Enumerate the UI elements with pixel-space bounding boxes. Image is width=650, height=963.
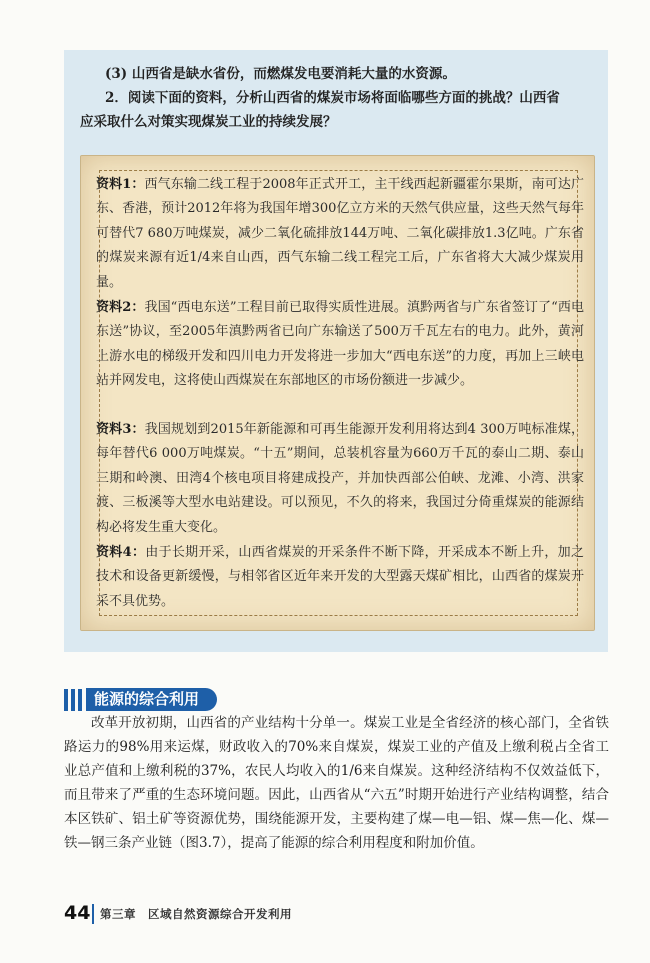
material-2-label: 资料2： (96, 300, 145, 315)
material-4-label: 资料4： (96, 545, 146, 560)
section-header (64, 688, 217, 711)
question-item-3: (3) 山西省是缺水省份，而燃煤发电要消耗大量的水资源。 (105, 66, 456, 82)
section-body: 改革开放初期，山西省的产业结构十分单一。煤炭工业是全省经济的核心部门，全省铁路运力的98%用来运煤，财政收入的70%来自煤炭，煤炭工业的产值及上缴利税占全省工业总产值和上缴利税的37%，农民人均收入的1/6来自煤炭。这种经济结构不仅效益低下，而且带来了严重的生态环境问题。因此，山西省从“六五”时期开始进行产业结构调整，结合本区铁矿、铝土矿等资源优势，围绕能源开发，主要构建了煤—电—铝、煤—焦—化、煤—铁—钢三条产业链（图3.7），提高了能源的综合利用程度和附加价值。 (64, 715, 609, 851)
section-marker-icon (64, 689, 82, 711)
footer-divider (92, 904, 94, 924)
material-4 (96, 541, 584, 614)
material-3-label: 资料3： (96, 422, 145, 437)
material-2-text: 我国“西电东送”工程目前已取得实质性进展。滇黔两省与广东省签订了“西电东送”协议，至2005年滇黔两省已向广东输送了500万千瓦左右的电力。此外，黄河上游水电的梯级开发和四川电力开发将进一步加大“西电东送”的力度，再加上三峡电站并网发电，这将使山西煤炭在东部地区的市场份额进一步减少。 (96, 300, 584, 389)
page-number: 44 (64, 902, 91, 924)
material-4-text: 由于长期开采，山西省煤炭的开采条件不断下降，开采成本不断上升，加之技术和设备更新缓慢，与相邻省区近年来开发的大型露天煤矿相比，山西省的煤炭开采不具优势。 (96, 545, 584, 609)
chapter-title: 第三章 区域自然资源综合开发利用 (100, 907, 292, 921)
question-2-line-2: 应采取什么对策实现煤炭工业的持续发展？ (80, 114, 337, 130)
material-3-text: 我国规划到2015年新能源和可再生能源开发利用将达到4 300万吨标准煤，每年替代6 000万吨煤炭。“十五”期间，总装机容量为660万千瓦的泰山二期、泰山三期和岭澳、田湾4个核电项目将建成投产，并加快西部公伯峡、龙滩、小湾、洪家渡、三板溪等大型水电站建设。可以预见，不久的将来，我国过分倚重煤炭的能源结构必将发生重大变化。 (96, 422, 584, 535)
question-2-line-1: 2．阅读下面的资料，分析山西省的煤炭市场将面临哪些方面的挑战？山西省 (105, 90, 560, 106)
material-1-label: 资料1： (96, 177, 145, 192)
material-3 (96, 418, 584, 540)
material-2 (96, 296, 584, 394)
section-title: 能源的综合利用 (86, 688, 217, 711)
material-1 (96, 173, 584, 295)
material-1-text: 西气东输二线工程于2008年正式开工，主干线西起新疆霍尔果斯，南可达广东、香港，预计2012年将为我国年增300亿立方米的天然气供应量，这些天然气每年可替代7 680万吨煤炭，减少二氧化硫排放144万吨、二氧化碳排放1.3亿吨。广东省的煤炭来源有近1/4来自山西，西气东输二线工程完工后，广东省将大大减少煤炭用量。 (96, 177, 585, 290)
